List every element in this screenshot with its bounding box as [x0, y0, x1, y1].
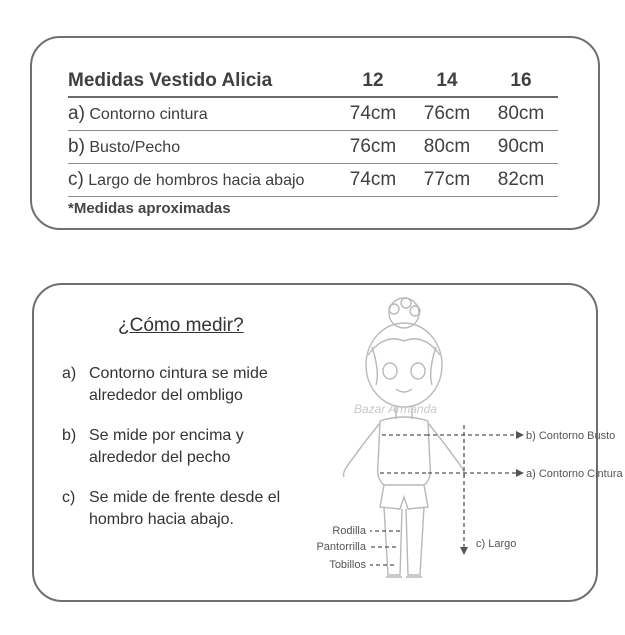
cell-value: 74cm: [349, 103, 397, 124]
guide-arrowheads: [460, 431, 524, 555]
step-text: Contorno cintura se mide alrededor del ombligo: [89, 365, 268, 404]
cell-value: 80cm: [423, 136, 471, 157]
cell-value: 76cm: [349, 136, 397, 157]
row-label: [68, 131, 180, 164]
size-table: [68, 66, 558, 197]
row-letter: c): [68, 169, 84, 190]
cell-value: 77cm: [423, 169, 471, 190]
size-table-card: [30, 36, 600, 230]
step-marker: c): [62, 489, 76, 506]
waist-arrow-icon: [516, 469, 524, 477]
step-marker: a): [62, 365, 77, 382]
bust-arrow-icon: [516, 431, 524, 439]
label-largo: c) Largo: [476, 538, 517, 550]
how-to-measure-card: [32, 283, 623, 602]
row-label: [68, 98, 208, 131]
how-to-title: ¿Cómo medir?: [118, 315, 244, 336]
label-contorno-busto: b) Contorno Busto: [526, 430, 616, 442]
label-contorno-cintura: a) Contorno Cintura: [526, 468, 623, 480]
step-text: Se mide de frente desde el hombro hacia abajo.: [89, 489, 281, 528]
cell-value: 90cm: [497, 136, 545, 157]
table-header: [68, 66, 558, 98]
step-text: Se mide por encima y alrededor del pecho: [89, 427, 244, 466]
row-label-text: Contorno cintura: [89, 106, 208, 123]
row-label: [68, 164, 304, 197]
cell-value: 74cm: [349, 169, 397, 190]
step-marker: b): [62, 427, 77, 444]
cell-value: 82cm: [497, 169, 545, 190]
label-tobillos: Tobillos: [329, 559, 366, 571]
row-letter: a): [68, 103, 85, 124]
list-item: [62, 363, 312, 407]
label-rodilla: Rodilla: [332, 525, 366, 537]
steps-list: [62, 363, 312, 549]
table-row: [68, 164, 558, 197]
table-title: Medidas Vestido Alicia: [68, 70, 273, 91]
size-header-16: 16: [510, 70, 532, 91]
watermark-text: Bazar Armanda: [354, 402, 437, 416]
table-row: [68, 98, 558, 131]
size-header-14: 14: [436, 70, 458, 91]
table-row: [68, 131, 558, 164]
length-arrow-icon: [460, 547, 468, 555]
cell-value: 80cm: [497, 103, 545, 124]
size-header-12: 12: [362, 70, 384, 91]
list-item: [62, 425, 312, 469]
label-pantorrilla: Pantorrilla: [316, 541, 366, 553]
row-letter: b): [68, 136, 85, 157]
row-label-text: Largo de hombros hacia abajo: [88, 172, 305, 189]
list-item: [62, 487, 312, 531]
cell-value: 76cm: [423, 103, 471, 124]
approximate-note: *Medidas aproximadas: [68, 200, 231, 217]
doll-measurement-illustration: [284, 285, 623, 599]
row-label-text: Busto/Pecho: [89, 139, 181, 156]
